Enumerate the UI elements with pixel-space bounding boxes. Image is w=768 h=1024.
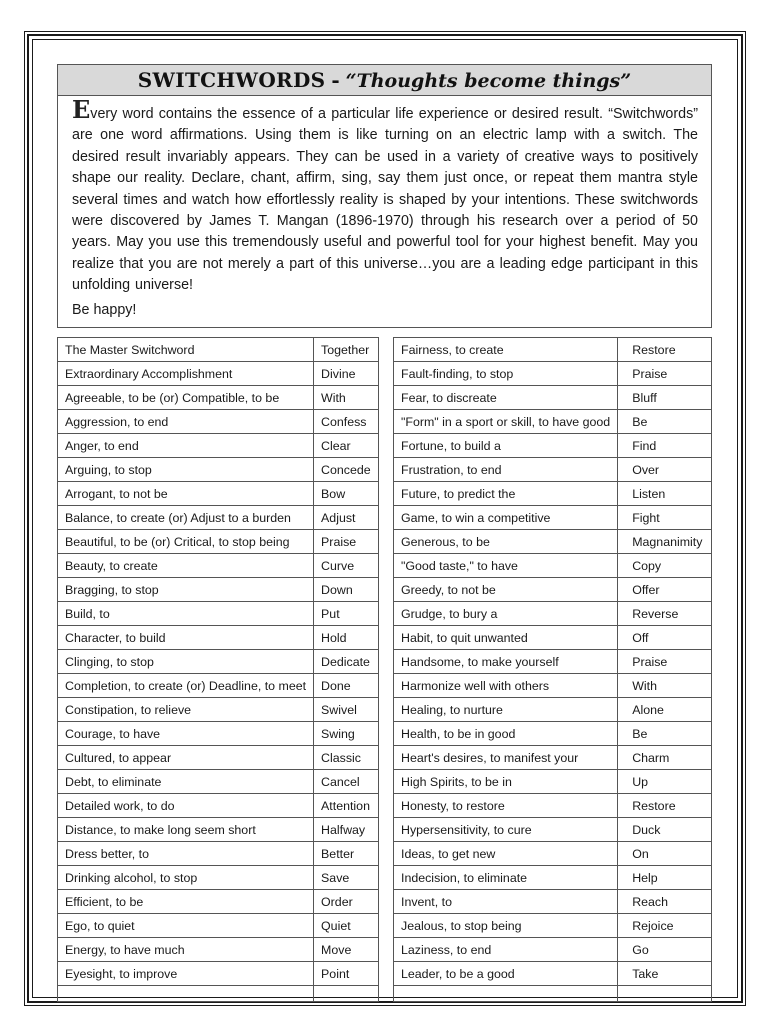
purpose-cell: Jealous, to stop being [394,914,618,938]
switchword-table-left [57,337,379,1002]
switchword-cell: Curve [314,554,379,578]
intro-paragraph [72,95,698,297]
switchword-cell: Fight [618,506,712,530]
purpose-cell: Aggression, to end [58,410,314,434]
purpose-cell: Build, to [58,602,314,626]
table-row [394,338,712,362]
table-row [394,530,712,554]
table-row [58,842,379,866]
switchword-cell: Praise [618,650,712,674]
switchword-cell: Over [618,458,712,482]
table-row [394,602,712,626]
switchword-cell: Restore [618,338,712,362]
purpose-cell: Ego, to quiet [58,914,314,938]
switchword-cell: Concede [314,458,379,482]
table-spacer-row [394,986,712,1002]
switchword-cell: Offer [618,578,712,602]
table-row [58,626,379,650]
switchword-cell: Reverse [618,602,712,626]
table-row [58,866,379,890]
purpose-cell: Distance, to make long seem short [58,818,314,842]
empty-cell [618,986,712,1002]
table-row [394,482,712,506]
switchword-cell: Duck [618,818,712,842]
switchword-cell: Charm [618,746,712,770]
table-row [394,362,712,386]
switchword-cell: Swing [314,722,379,746]
empty-cell [58,986,314,1002]
purpose-cell: Invent, to [394,890,618,914]
table-row [58,770,379,794]
switchword-cell: Swivel [314,698,379,722]
page-title [58,65,711,96]
table-row [58,674,379,698]
switchword-cell: Clear [314,434,379,458]
purpose-cell: Fault-finding, to stop [394,362,618,386]
switchword-cell: With [314,386,379,410]
intro-box [57,64,712,328]
purpose-cell: Beautiful, to be (or) Critical, to stop being [58,530,314,554]
table-row [58,938,379,962]
purpose-cell: Courage, to have [58,722,314,746]
purpose-cell: Energy, to have much [58,938,314,962]
switchword-cell: Attention [314,794,379,818]
switchword-cell: Save [314,866,379,890]
purpose-cell: High Spirits, to be in [394,770,618,794]
switchword-cell: Be [618,410,712,434]
switchword-cell: Magnanimity [618,530,712,554]
purpose-cell: Cultured, to appear [58,746,314,770]
purpose-cell: Habit, to quit unwanted [394,626,618,650]
purpose-cell: Indecision, to eliminate [394,866,618,890]
table-row [58,410,379,434]
table-row [58,458,379,482]
table-row [58,602,379,626]
switchword-cell: Praise [314,530,379,554]
purpose-cell: Fear, to discreate [394,386,618,410]
table-row [394,842,712,866]
table-row [394,650,712,674]
purpose-cell: Character, to build [58,626,314,650]
table-row [394,626,712,650]
table-row [394,434,712,458]
switchword-cell: Quiet [314,914,379,938]
table-row [58,386,379,410]
purpose-cell: Fortune, to build a [394,434,618,458]
purpose-cell: Arrogant, to not be [58,482,314,506]
purpose-cell: Agreeable, to be (or) Compatible, to be [58,386,314,410]
switchword-cell: Point [314,962,379,986]
table-row [58,818,379,842]
table-row [394,410,712,434]
table-row [394,458,712,482]
switchword-cell: Off [618,626,712,650]
switchword-table-right [393,337,712,1002]
purpose-cell: Hypersensitivity, to cure [394,818,618,842]
switchword-cell: Reach [618,890,712,914]
purpose-cell: The Master Switchword [58,338,314,362]
purpose-cell: Leader, to be a good [394,962,618,986]
purpose-cell: Frustration, to end [394,458,618,482]
purpose-cell: Laziness, to end [394,938,618,962]
switchword-cell: Down [314,578,379,602]
title-tagline: “Thoughts become things” [345,70,632,92]
purpose-cell: Dress better, to [58,842,314,866]
purpose-cell: Completion, to create (or) Deadline, to meet [58,674,314,698]
purpose-cell: Clinging, to stop [58,650,314,674]
switchword-cell: Find [618,434,712,458]
table-row [58,698,379,722]
purpose-cell: Beauty, to create [58,554,314,578]
purpose-cell: Constipation, to relieve [58,698,314,722]
table-row [394,578,712,602]
purpose-cell: Fairness, to create [394,338,618,362]
drop-cap: E [72,95,91,124]
switchword-cell: Bluff [618,386,712,410]
table-row [394,794,712,818]
purpose-cell: Honesty, to restore [394,794,618,818]
switchword-cell: Bow [314,482,379,506]
purpose-cell: Ideas, to get new [394,842,618,866]
table-row [58,434,379,458]
purpose-cell: Future, to predict the [394,482,618,506]
table-row [394,818,712,842]
purpose-cell: Healing, to nurture [394,698,618,722]
purpose-cell: Heart's desires, to manifest your [394,746,618,770]
table-spacer-row [58,986,379,1002]
switchword-cell: Move [314,938,379,962]
table-row [58,746,379,770]
table-row [58,362,379,386]
purpose-cell: Extraordinary Accomplishment [58,362,314,386]
table-row [394,506,712,530]
table-row [394,554,712,578]
switchword-cell: Dedicate [314,650,379,674]
switchword-cell: Divine [314,362,379,386]
title-separator: - [331,68,340,92]
purpose-cell: Bragging, to stop [58,578,314,602]
purpose-cell: Efficient, to be [58,890,314,914]
table-row [58,794,379,818]
purpose-cell: Drinking alcohol, to stop [58,866,314,890]
switchword-cell: Help [618,866,712,890]
switchword-cell: Put [314,602,379,626]
table-row [58,338,379,362]
table-row [394,770,712,794]
switchword-cell: Together [314,338,379,362]
switchword-cell: With [618,674,712,698]
switchword-cell: Done [314,674,379,698]
purpose-cell: "Form" in a sport or skill, to have good [394,410,618,434]
purpose-cell: Generous, to be [394,530,618,554]
intro-text: very word contains the essence of a particular life experience or desired result. “Switchwords” are one word affirmations. Using them is like turning on an electric lamp with a switch. The desired result invariably appears. They can be used in a variety of creative ways to positively shape our reality. Declare, chant, affirm, sing, say them just once, or repeat them mantra style several times and watch how effortlessly reality is shaped by your intentions. These switchwords were discovered by James T. Mangan (1896-1970) through his research over a period of 50 years. May you use this tremendously useful and powerful tool for your highest benefit. May you realize that you are not merely a part of this universe…you are a leading edge participant in this unfolding universe! [72,106,698,294]
switchword-cell: On [618,842,712,866]
purpose-cell: Eyesight, to improve [58,962,314,986]
title-name: SWITCHWORDS [137,68,326,92]
table-row [394,890,712,914]
table-row [394,386,712,410]
table-row [394,962,712,986]
switchword-cell: Listen [618,482,712,506]
switchword-cell: Rejoice [618,914,712,938]
purpose-cell: Anger, to end [58,434,314,458]
table-row [394,938,712,962]
switchword-cell: Praise [618,362,712,386]
table-row [394,746,712,770]
table-row [58,506,379,530]
table-row [58,554,379,578]
table-row [394,722,712,746]
switchword-cell: Halfway [314,818,379,842]
switchword-cell: Alone [618,698,712,722]
table-row [394,674,712,698]
purpose-cell: Grudge, to bury a [394,602,618,626]
switchword-cell: Go [618,938,712,962]
purpose-cell: Health, to be in good [394,722,618,746]
purpose-cell: Arguing, to stop [58,458,314,482]
switchword-cell: Better [314,842,379,866]
table-row [58,578,379,602]
table-row [58,530,379,554]
table-row [58,650,379,674]
table-row [394,698,712,722]
empty-cell [314,986,379,1002]
switchword-cell: Classic [314,746,379,770]
switchword-cell: Cancel [314,770,379,794]
switchword-cell: Adjust [314,506,379,530]
purpose-cell: "Good taste," to have [394,554,618,578]
purpose-cell: Detailed work, to do [58,794,314,818]
switchword-cell: Be [618,722,712,746]
table-row [58,482,379,506]
switchword-cell: Order [314,890,379,914]
switchword-cell: Confess [314,410,379,434]
purpose-cell: Debt, to eliminate [58,770,314,794]
switchword-cell: Copy [618,554,712,578]
purpose-cell: Handsome, to make yourself [394,650,618,674]
table-row [394,914,712,938]
switchword-cell: Up [618,770,712,794]
purpose-cell: Greedy, to not be [394,578,618,602]
purpose-cell: Game, to win a competitive [394,506,618,530]
switchword-cell: Take [618,962,712,986]
table-row [58,914,379,938]
table-row [58,722,379,746]
switchword-cell: Hold [314,626,379,650]
intro-sign-off: Be happy! [72,302,137,318]
switchword-cell: Restore [618,794,712,818]
empty-cell [394,986,618,1002]
purpose-cell: Harmonize well with others [394,674,618,698]
table-row [58,890,379,914]
purpose-cell: Balance, to create (or) Adjust to a burden [58,506,314,530]
table-row [58,962,379,986]
table-row [394,866,712,890]
